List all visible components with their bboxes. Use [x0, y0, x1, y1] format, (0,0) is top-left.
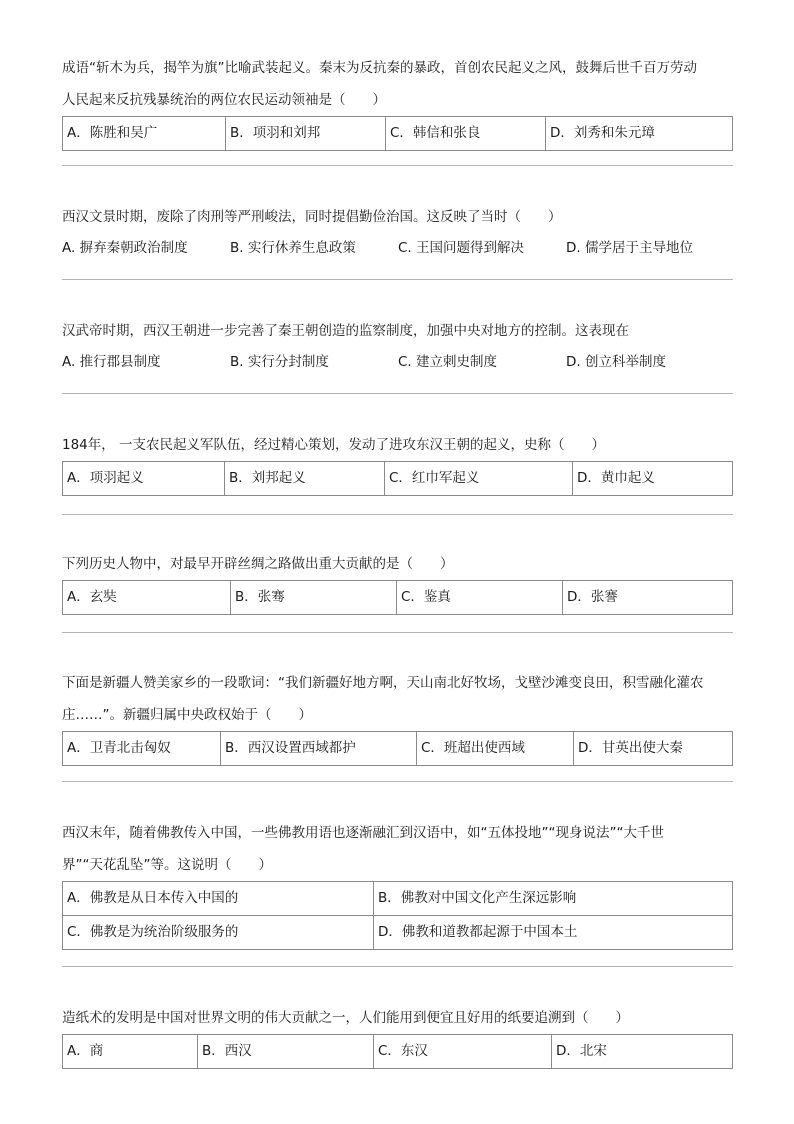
question-5-stem-line: 下列历史人物中，对最早开辟丝绸之路做出重大贡献的是（ ） [62, 556, 454, 572]
question-4-stem-line: 184年， 一支农民起义军队伍，经过精心策划，发动了进攻东汉王朝的起义，史称（ ） [62, 437, 606, 453]
option-c[interactable]: C．鉴真 [397, 581, 563, 615]
option-c[interactable]: C．东汉 [374, 1035, 552, 1069]
question-6 [62, 667, 733, 766]
option-a[interactable]: A. 摒弃秦朝政治制度 [62, 240, 188, 256]
question-8-stem-line: 造纸术的发明是中国对世界文明的伟大贡献之一，人们能用到便宜且好用的纸要追溯到（ ） [62, 1010, 629, 1026]
question-3-stem-line: 汉武帝时期，西汉王朝进一步完善了秦王朝创造的监察制度，加强中央对地方的控制。这表现在 [62, 323, 629, 339]
question-6-stem [62, 667, 733, 731]
question-1-options [62, 116, 733, 151]
option-b[interactable]: B．佛教对中国文化产生深远影响 [374, 882, 733, 916]
divider [62, 781, 733, 782]
question-2 [62, 201, 733, 263]
question-5-stem [62, 548, 733, 580]
question-6-stem-line: 下面是新疆人赞美家乡的一段歌词：“我们新疆好地方啊，天山南北好牧场，戈壁沙滩变良田，积雪融化灌农 [62, 675, 704, 691]
question-3-options [62, 347, 733, 377]
divider [62, 165, 733, 166]
option-c[interactable]: C. 建立刺史制度 [398, 354, 498, 370]
question-2-stem [62, 201, 733, 233]
option-b[interactable]: B. 实行分封制度 [230, 354, 329, 370]
question-4-stem [62, 429, 733, 461]
option-d[interactable]: D. 创立科举制度 [566, 354, 666, 370]
option-b[interactable]: B．刘邦起义 [225, 462, 385, 496]
question-6-stem-line: 庄……”。新疆归属中央政权始于（ ） [62, 707, 312, 723]
option-d[interactable]: D．佛教和道教都起源于中国本土 [374, 916, 733, 950]
option-a[interactable]: A．商 [63, 1035, 198, 1069]
question-7-stem-line: 界”“天花乱坠”等。这说明（ ） [62, 857, 272, 873]
divider [62, 514, 733, 515]
option-b[interactable]: B. 实行休养生息政策 [230, 240, 356, 256]
divider [62, 279, 733, 280]
option-c[interactable]: C．韩信和张良 [386, 117, 546, 151]
option-d[interactable]: D. 儒学居于主导地位 [566, 240, 693, 256]
question-4 [62, 429, 733, 496]
option-a[interactable]: A．项羽起义 [63, 462, 225, 496]
question-3-stem [62, 315, 733, 347]
divider [62, 966, 733, 967]
question-4-options [62, 461, 733, 496]
divider [62, 632, 733, 633]
option-d[interactable]: D．张謇 [563, 581, 733, 615]
option-a[interactable]: A. 推行郡县制度 [62, 354, 161, 370]
option-a[interactable]: A．佛教是从日本传入中国的 [63, 882, 374, 916]
question-8-stem [62, 1002, 733, 1034]
question-2-stem-line: 西汉文景时期，废除了肉刑等严刑峻法，同时提倡勤俭治国。这反映了当时（ ） [62, 209, 562, 225]
question-5-options [62, 580, 733, 615]
option-d[interactable]: D．刘秀和朱元璋 [546, 117, 733, 151]
question-1 [62, 52, 733, 151]
option-c[interactable]: C．红巾军起义 [385, 462, 573, 496]
option-c[interactable]: C. 王国问题得到解决 [398, 240, 525, 256]
question-2-options [62, 233, 733, 263]
option-a[interactable]: A．陈胜和吴广 [63, 117, 226, 151]
question-5 [62, 548, 733, 615]
option-b[interactable]: B．项羽和刘邦 [226, 117, 386, 151]
option-d[interactable]: D．北宋 [552, 1035, 733, 1069]
question-7-stem [62, 817, 733, 881]
question-8-options [62, 1034, 733, 1069]
question-7-stem-line: 西汉末年，随着佛教传入中国，一些佛教用语也逐渐融汇到汉语中，如“五体投地”“现身说法”“大千世 [62, 825, 664, 841]
option-a[interactable]: A．卫青北击匈奴 [63, 732, 221, 766]
option-a[interactable]: A．玄奘 [63, 581, 231, 615]
question-1-stem-line: 人民起来反抗残暴统治的两位农民运动领袖是（ ） [62, 92, 386, 108]
option-d[interactable]: D．黄巾起义 [573, 462, 733, 496]
question-6-options [62, 731, 733, 766]
question-7 [62, 817, 733, 950]
option-b[interactable]: B．西汉设置西域都护 [221, 732, 417, 766]
option-c[interactable]: C．班超出使西域 [417, 732, 574, 766]
question-1-stem-line: 成语“斩木为兵，揭竿为旗”比喻武装起义。秦末为反抗秦的暴政，首创农民起义之风，鼓舞后世千百万劳动 [62, 60, 697, 76]
option-c[interactable]: C．佛教是为统治阶级服务的 [63, 916, 374, 950]
question-7-options [62, 881, 733, 950]
question-1-stem [62, 52, 733, 116]
divider [62, 393, 733, 394]
option-b[interactable]: B．西汉 [198, 1035, 374, 1069]
option-b[interactable]: B．张骞 [231, 581, 397, 615]
question-3 [62, 315, 733, 377]
question-8 [62, 1002, 733, 1069]
option-d[interactable]: D．甘英出使大秦 [574, 732, 733, 766]
